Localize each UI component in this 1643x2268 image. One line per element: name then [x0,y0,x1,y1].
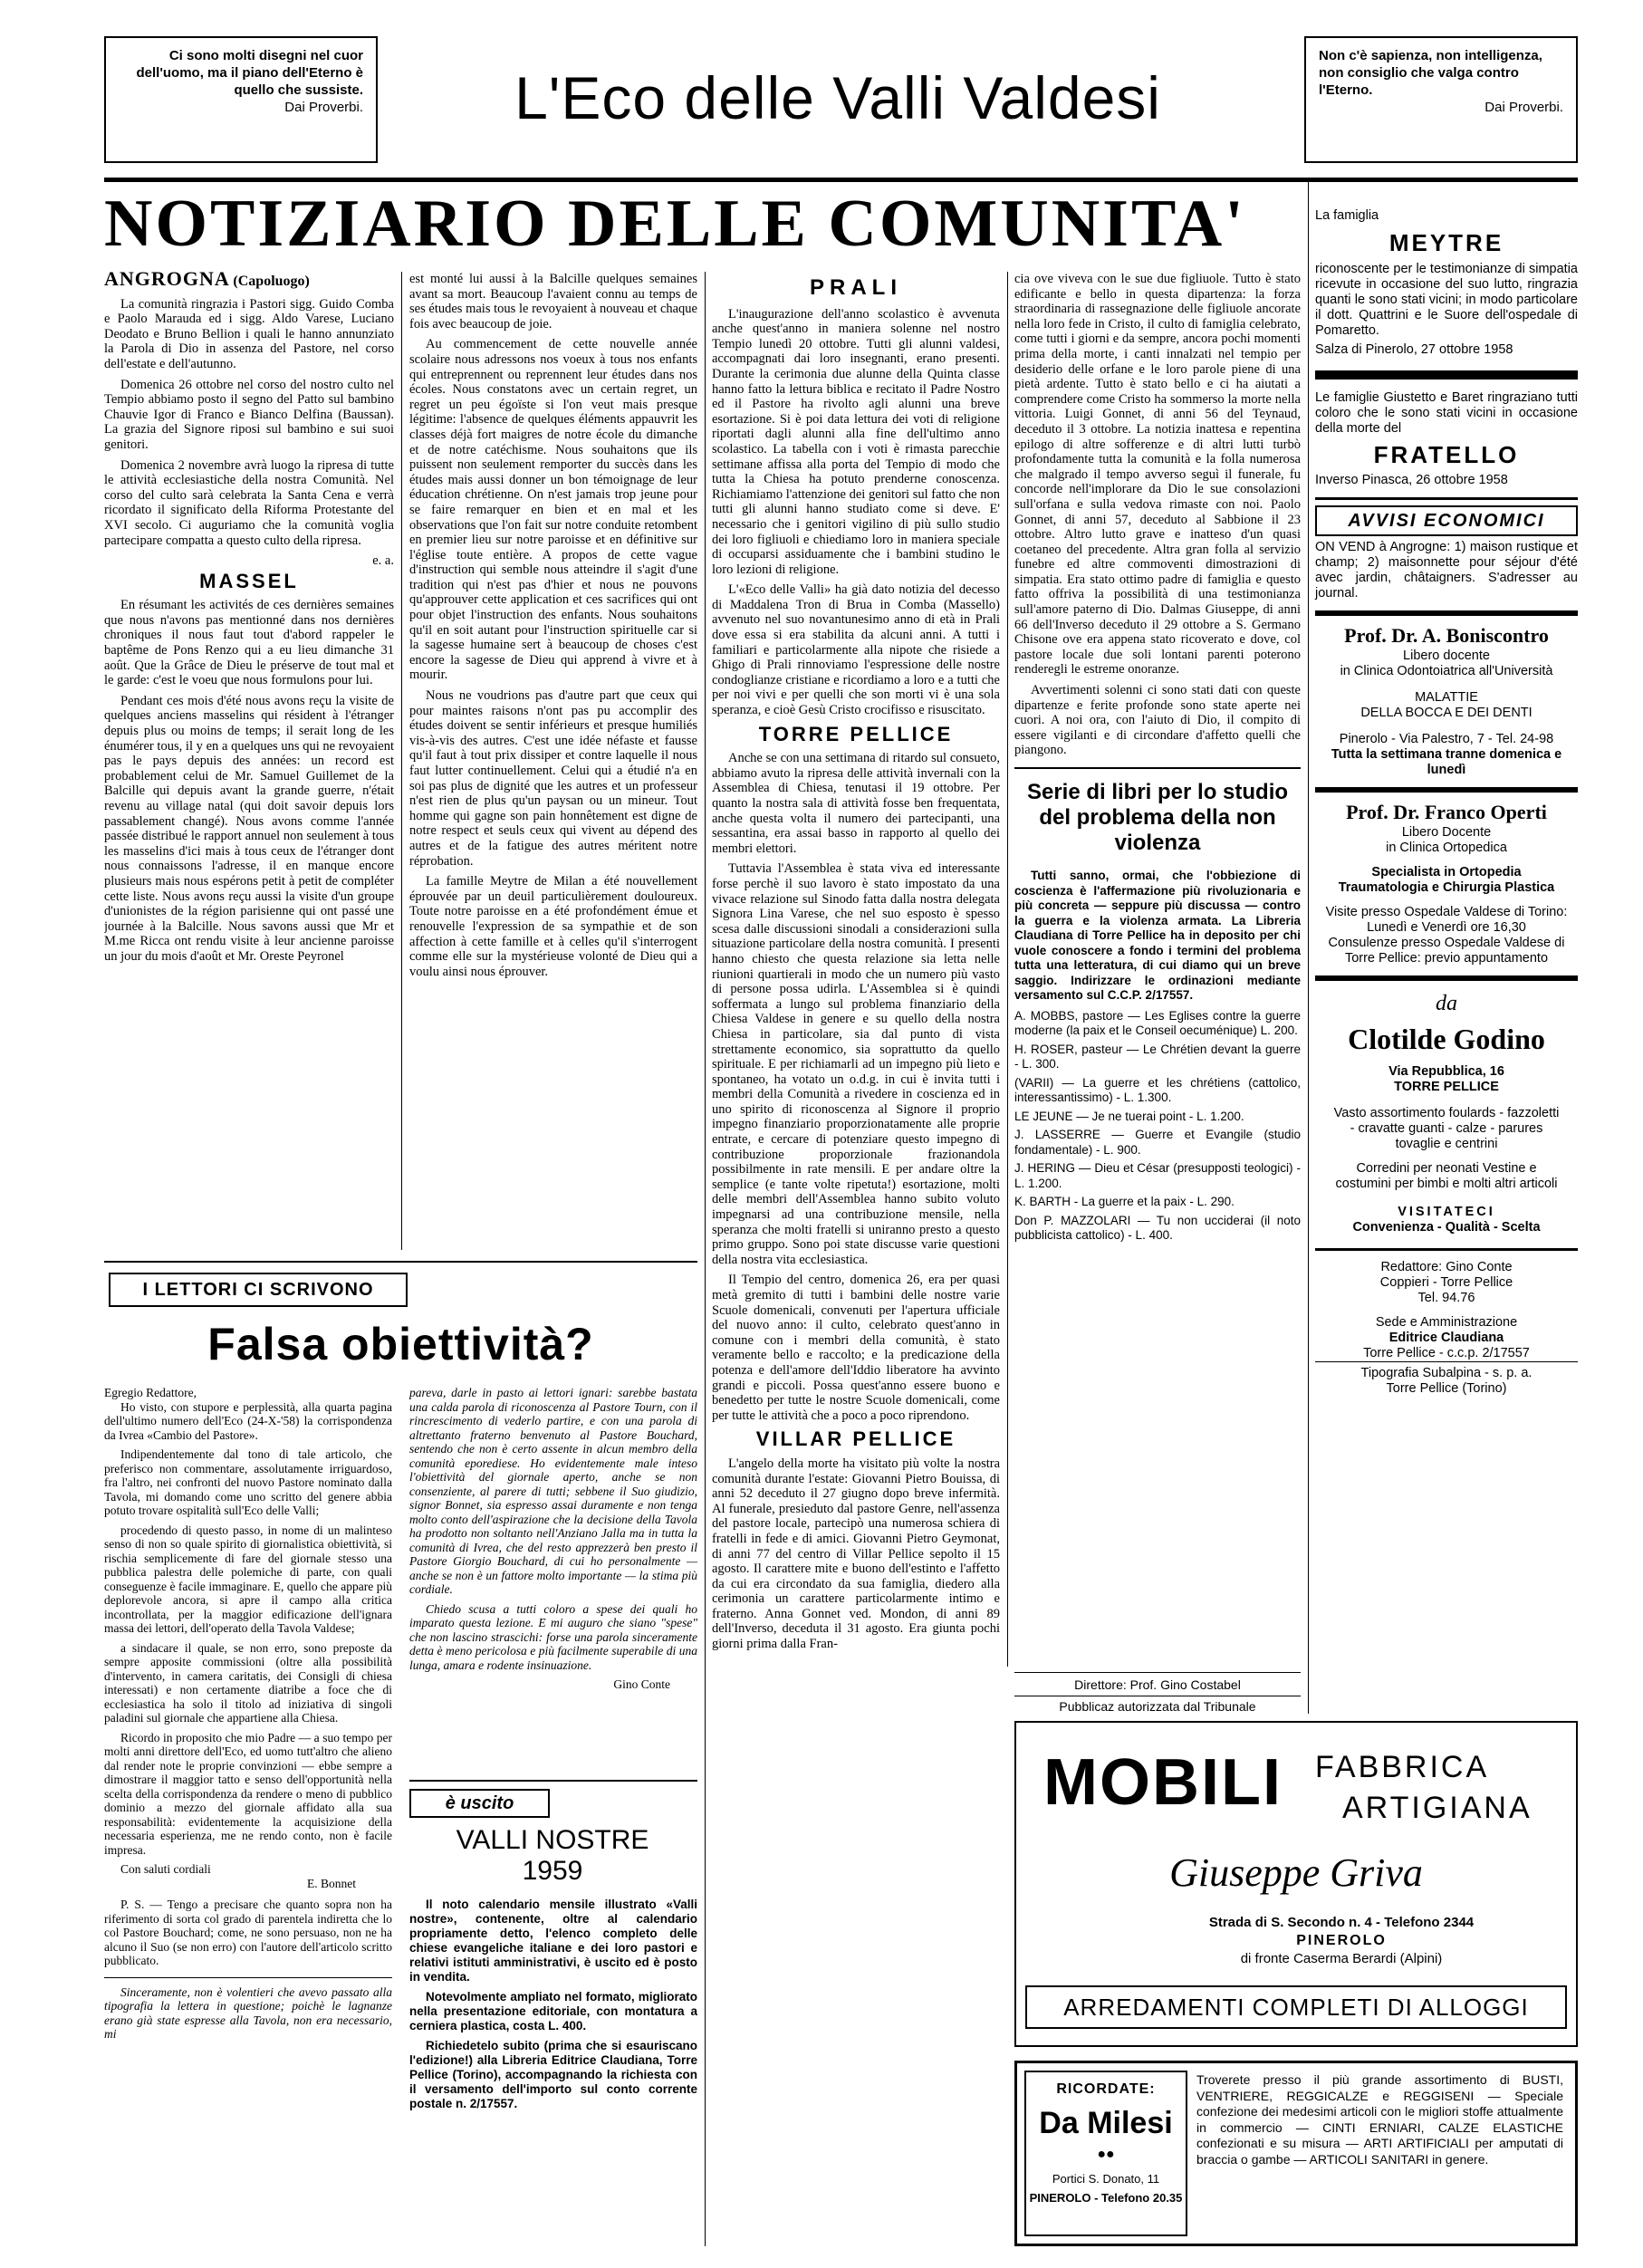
lettori-reply-signature: Gino Conte [613,1677,670,1691]
torre-pellice-paragraph: Anche se con una settimana di ritardo sul consueto, abbiamo avuto la ripresa delle attività invernali con la Assemblea di Chiesa, tenutasi il 19 ottobre. Per quanto la nostra sala di attività fosse ben frequentata, anche questa volta il numero dei partecipanti, una sessantina, era assai basso in rapporto al quello dei membri elettori. [712,751,1000,856]
mobili-address: Strada di S. Secondo n. 4 - Telefono 2344 [1208,1915,1475,1930]
operti-line: Traumatologia e Chirurgia Plastica [1338,880,1555,895]
uscito-title: VALLI NOSTRE 1959 [456,1825,649,1886]
operti-line: Libero Docente [1401,825,1492,840]
main-title: NOTIZIARIO DELLE COMUNITA' [104,187,1246,261]
divider [1014,767,1301,769]
angrogna-heading: ANGROGNA [104,272,230,290]
operti-line: Consulenze presso Ospedale Valdese di Torre Pellice: previo appuntamento [1328,936,1565,966]
operti-line: Specialista in Ortopedia [1371,865,1522,879]
massel-heading: MASSEL [199,569,299,592]
right-quote-source: Dai Proverbi. [1484,100,1563,115]
redattore-line: Torre Pellice (Torino) [1386,1381,1507,1396]
villar-pellice-heading: VILLAR PELLICE [755,1427,956,1451]
mobili-brand: MOBILI [1043,1746,1283,1819]
lettori-paragraph: Indipendentemente dal tono di tale articolo, che preferisco non commentare, assolutamente irriguardoso, fra l'altro, nei confronti del nuovo Pastore nominato dalla Tavola, mi domando come uno scritto del genere abbia potuto trovare ospitalità sull'Eco delle Valli; [104,1447,392,1517]
angrogna-paragraph: Domenica 2 novembre avrà luogo la ripresa di tutte le attività ecclesiastiche della nostra Comunità. Nel corso del culto sarà celebrata la Santa Cena e verrà ricordato il significato della Riforma Protestante del XVI secolo. Ci auguriamo che la comunità voglia partecipare compatta a questo culto della ripresa. [104,457,394,548]
column-divider [401,272,402,1250]
angrogna-signature: e. a. [372,553,394,569]
godino-text: Vasto assortimento foulards - fazzoletti - cravatte guanti - calze - parures tovaglie e centrini [1333,1106,1560,1151]
autorizzata-line: Pubblicaz autorizzata dal Tribunale [1059,1699,1256,1714]
mobili-slogan: ARREDAMENTI COMPLETI DI ALLOGGI [1025,1985,1567,2029]
lettori-salutation: Egregio Redattore, [104,1386,197,1399]
villar-pellice-paragraph: L'angelo della morte ha visitato più volte la nostra comunità durante l'estate: Giovanni Pietro Bouissa, di anni 52 deceduto il 27 giugno dopo breve infermità. Al funerale, presieduto dal pastore Genre, nell'assenza del pastore locale, partecipò una numerosa schiera di fratelli in fede e di amici. Giovanni Pietro Geymonat, di anni 77 del centro di Villar Pellice sepolto il 15 agosto. Il carattere mite e buono dell'estinto e l'affetto da cui era circondato da sua famiglia, diedero alla cerimonia un carattere particolarmente intimo e fraterno. Anna Gonnet ved. Mondon, di anni 89 dell'Inverso, deceduta il 31 agosto. Era giunta pochi giorni prima dalla Fran- [712,1456,1000,1652]
column-divider [1007,272,1008,1667]
divider [104,1977,392,1978]
lettori-paragraph: Ho visto, con stupore e perplessità, alla quarta pagina dell'ultimo numero dell'Eco (24-X-'58) la corrispondenza da Ivrea «Cambio del Pastore». [104,1399,392,1442]
divider [1315,1248,1578,1251]
libri-item: H. ROSER, pasteur — Le Chrétien devant la guerre - L. 300. [1014,1042,1301,1071]
angrogna-paragraph: Domenica 26 ottobre nel corso del nostro culto nel Tempio abbiamo posto il segno del Patto sul bambino Chauvie Igor di Franco e Bianco Delfina (Baussan). La grazia del Signore riposi sul bambino e sui suoi genitori. [104,377,394,452]
uscito-tag: è uscito [409,1789,550,1818]
lettori-reply: pareva, darle in pasto ai lettori ignari: sarebbe bastata una calda parola di riconoscenza al Pastore Tourn, con il rincrescimento di vederlo partire, e con una parola di altrettanto fraterno benvenuto al Pastore Bouchard, sentendo che non è certo assente in alcun membro della comunità eporediese. Ho evidentemente male inteso l'obiettività del giornale aperto, anche se non consenziente, al parere di tutti; sebbene il Suo giudizio, signor Bonnet, sia espresso assai duramente e non tenga molto conto dell'aspirazione che la decisione della Tavola ha prodotto non soltanto nell'Anziano Jalla ma in tutta la comunità di Ivrea, che del resto apprezzerà ben presto il Pastore Giorgio Bouchard, di cui ho personalmente — anche se non è un fattore molto importante — la stima più cordiale. [409,1386,697,1596]
lettori-paragraph: procedendo di questo passo, in nome di un malinteso senso di non so quale spirito di giornalistica obiettività, si rischia semplicemente di fare del giornale stesso una pubblica palestra delle polemiche di parte, con quali conseguenze è facile immaginare. E, quello che appare più deplorevole ancora, si apre il campo alla critica incontrollata, per la maggior edificazione dell'ignara massa dei lettori, dell'operato della Tavola Valdese; [104,1523,392,1635]
milesi-address: Portici S. Donato, 11 [1052,2172,1160,2186]
lettori-paragraph: Ricordo in proposito che mio Padre — a suo tempo per molti anni direttore dell'Eco, ed uomo tutt'altro che alieno dal render note le proprie convinzioni — ebbe sempre a dimostrare il maggior tatto e senso dell'opportunità nella scelta della corrispondenza da rendere o meno di pubblico dominio a mezzo del giornale affidato alla sua responsabilità: evidentemente la acquisizione della necessaria esperienza, me ne rendo conto, non è facile impresa. [104,1730,392,1857]
libri-item: (VARII) — La guerre et les chrétiens (cattolico, interessantissimo) - L. 1.300. [1014,1075,1301,1104]
mobili-city: PINEROLO [1296,1933,1387,1948]
uscito-paragraph: Il noto calendario mensile illustrato «Valli nostre», contenente, oltre al calendario propriamente detto, l'elenco completo delle chiese evangeliche italiane e dei loro pastori e relativi istituti amministrativi, è uscito ed è posto in vendita. [409,1898,697,1984]
section-rule [104,1261,697,1263]
section-rule [409,1780,697,1782]
libri-list [1014,1009,1301,1244]
uscito-paragraph: Notevolmente ampliato nel formato, migliorato nella presentazione editoriale, con montatura a cerniera plastica, costa L. 400. [409,1990,697,2033]
massel-paragraph: Nous ne voudrions pas d'autre part que ceux qui pour maintes raisons n'ont pas pu accomplir des études doivent se sentir inférieurs et presque humiliés vis-à-vis des autres. C'est une idée néfaste et fausse qu'il faut à tout prix dissiper et contre laquelle il nous faut lutter continuellement. Celui qui a étudié n'a en soi pas plus de dignité que les autres et un professeur n'est rien de plus qu'un paysan ou un mineur. Tout homme qui gagne son pain honnêtement est digne de notre respect et seuls ceux qui vivent au dépend des autres et de la fatigue des autres méritent notre réprobation. [409,688,697,869]
fratello-place: Inverso Pinasca, 26 ottobre 1958 [1315,473,1508,487]
libri-intro: Tutti sanno, ormai, che l'obbiezione di coscienza è l'affermazione più rivoluzionaria e più concreta — seppure più discussa — contro la guerra e la violenza armata. La Libreria Claudiana di Torre Pellice ha in deposito per chi vuole conoscere a fondo i termini del problema tutta una letteratura, di cui diamo qui un breve saggio. Indirizzare le ordinazioni mediante versamento sul C.C.P. 2/17557. [1014,869,1301,1002]
divider [1315,610,1578,616]
godino-da: da [1436,992,1457,1015]
godino-conv: Convenienza - Qualità - Scelta [1352,1220,1541,1235]
boniscontro-line: Libero docente [1403,649,1490,663]
right-column [1315,208,1578,1712]
direttore-line: Direttore: Prof. Gino Costabel [1074,1677,1241,1692]
boniscontro-line: MALATTIE [1415,690,1478,705]
mobili-near: di fronte Caserma Berardi (Alpini) [1240,1951,1443,1966]
redattore-line: Coppieri - Torre Pellice [1379,1275,1513,1290]
meytre-intro: La famiglia [1315,208,1379,223]
masthead-rule [104,178,1578,182]
milesi-name: Da Milesi [1039,2106,1173,2140]
lettori-title: Falsa obiettività? [207,1319,594,1369]
milesi-left [1024,2071,1187,2236]
massel-paragraph: En résumant les activités de ces dernières semaines que nous n'avons pas mentionné dans nos dernières chroniques il nous faut tout d'abord rappeler le baptême de Pons Renzo qui a eu lieu dimanche 31 août. Que la Grâce de Dieu le préserve de tout mal et le garde: c'est le voeu que nous formulons pour lui. [104,598,394,688]
divider [1315,975,1578,981]
operti-name: Prof. Dr. Franco Operti [1346,801,1547,823]
boniscontro-line: Tutta la settimana tranne domenica e lunedì [1331,747,1562,777]
left-quote-box [104,36,378,163]
libri-item: A. MOBBS, pastore — Les Eglises contre la guerre moderne (la paix et le Conseil oecuménique) L. 200. [1014,1008,1301,1037]
villar-pellice-paragraph: cia ove viveva con le sue due figliuole. Tutto è stato edificante e bello in questa dipartenza: la forza straordinaria di rassegnazione delle figliuole ancorate nella loro fede in Cristo, il culto di famiglia celebrato, come tutti i giorni e da sempre, ancora pochi momenti prima della morte, i canti innalzati nel tempio per desiderio delle orfane e le loro parole piene di una pietà ardente. Tutto è stato bello e ci ha aiutati a comprendere come Cristo ha sommerso la morte nella vittoria. Luigi Gonnet, di anni 56 del Teynaud, deceduto il 3 ottobre. La notizia inattesa e repentina epilogo di altre sofferenze e di altri lutti turbò profondamente tutta la comunità e la folla numerosa che malgrado il tempo avverso seguì il funerale, fu concorde nell'implorare da Dio le sue consolazioni sull'orfana e sulla vedova rimaste con noi. Paolo Gonnet, di anni 57, deceduto al Sabbione il 23 ottobre. Altro lutto grave e inatteso d'un quasi coetaneo del precedente. Altra gran folla al servizio funebre ed altre commoventi dimostrazioni di simpatia. Era stato ottimo padre di famiglia e questo fatto offriva la possibilità di una testimonianza sull'amore paterno di Dio. Dalmas Giuseppe, di anni 66 dell'Inverso deceduto il 29 ottobre a S. Germano Chisone ove era appena stato ricoverato e dove, col pastore locale due soli lontani parenti poterono renderegli le estreme onoranze. [1014,272,1301,678]
lettori-postscript: P. S. — Tengo a precisare che quanto sopra non ha riferimento di sorta col grado di parentela indiretta che lo col Pastore Bouchard; come, ne sono persuaso, non ne ha alcuno il Suo (se non erro) con l'autore dell'articolo scritto pubblicato. [104,1898,392,1967]
meytre-name: MEYTRE [1388,229,1504,256]
redattore-line: Tipografia Subalpina - s. p. a. [1360,1366,1533,1380]
milesi-ricordate: RICORDATE: [1056,2081,1156,2097]
meytre-place: Salza di Pinerolo, 27 ottobre 1958 [1315,342,1513,357]
lettori-column-2 [409,1386,697,1775]
prali-heading: PRALI [810,275,902,300]
redattore-line: Torre Pellice - c.c.p. 2/17557 [1315,1346,1578,1362]
column-4 [1014,272,1301,1404]
milesi-dots: ●● [1097,2147,1115,2162]
lettori-column-1 [104,1386,392,2246]
lettori-paragraph: a sindacare il quale, se non erro, sono preposte da sempre apposite commissioni (oltre alla possibilità d'intervento, in camera caritatis, dei Consigli di chiesa interessati) e non certamente diatribe a foce che di ecclesiastica ha solo il titolo ad iniziativa di singoli paladini sul giornale che appartiene alla Chiesa. [104,1640,392,1725]
libri-item: K. BARTH - La guerre et la paix - L. 290. [1014,1195,1235,1208]
redattore-line: Sede e Amministrazione [1375,1315,1518,1330]
libri-footer-rule [1014,1672,1301,1673]
column-divider [705,272,706,2246]
libri-item: LE JEUNE — Je ne tuerai point - L. 1.200. [1014,1109,1244,1123]
operti-line: in Clinica Ortopedica [1386,841,1507,855]
libri-item: J. LASSERRE — Guerre et Evangile (studio fondamentale) - L. 900. [1014,1128,1301,1157]
mobili-ad [1014,1721,1578,2047]
avvisi-text: ON VEND à Angrogne: 1) maison rustique et champ; 2) maisonnette pour séjour d'été avec jardin, châtaigners. S'adresser au journal. [1315,540,1578,601]
uscito-paragraph: Richiedetelo subito (prima che si esauriscano l'edizione!) alla Libreria Editrice Claudiana, Torre Pellice (Torino), accompagnando la richiesta con il versamento dell'importo sul conto corrente postale n. 2/17557. [409,2039,697,2110]
boniscontro-name: Prof. Dr. A. Boniscontro [1344,624,1549,647]
libri-item: Don P. MAZZOLARI — Tu non ucciderai (il noto pubblicista cattolico) - L. 400. [1014,1213,1301,1242]
godino-name: Clotilde Godino [1348,1023,1545,1055]
column-1 [104,272,394,1250]
libri-title: Serie di libri per lo studio del problema della non violenza [1026,780,1289,855]
fratello-name: FRATELLO [1373,441,1520,468]
lettori-tag: I LETTORI CI SCRIVONO [109,1273,408,1307]
redattore-line: Editrice Claudiana [1388,1331,1504,1345]
massel-paragraph: Au commencement de cette nouvelle année scolaire nous adressons nos voeux à tous nos enfants qui entreprennent ou reprennent leur études dans nos écoles. Nous constatons avec un certain regret, un regret un peu égoïste si l'on veut mais presque légitime: l'absence de quelques éléments appauvrit les classes déjà fort maigres de notre école du dimanche et de notre catéchisme. Nous souhaitons que ils puissent non seulement remporter du succès dans les études mais aussi donner un bon témoignage de leur éducation chrétienne. On n'est jamais trop jeune pour se faire remarquer en bien et en mal et les observations que l'on fait sur notre conduite retombent en premier lieu sur notre paroisse et en définitive sur l'église toute entière. A propos de cette vague d'instruction qui semble nous atteindre il s'agit d'une tradition qui n'est pas d'hier et nous ne pouvons qu'approuver cette application et ces sacrifices qui ont pour objet l'instruction des enfants. Nous souhaitons qu'il en soit autant pour l'instruction spirituelle car si la sagesse humaine sert à beaucoup de choses c'est encore la sagesse de Dieu qui apprend à vivre et à mourir. [409,337,697,683]
libri-item: J. HERING — Dieu et César (presupposti teologici) - L. 1.200. [1014,1161,1301,1190]
prali-paragraph: L'«Eco delle Valli» ha già dato notizia del decesso di Maddalena Tron di Brua in Comba (Massello) avvenuto nel suo novantunesimo anno di età in Prali dove essa si era stabilita da alcuni anni. A tutti i familiari e particolarmente alla nipote che risiede a Ghigo di Prali rinnoviamo l'espressione delle nostre condoglianze cristiane e ricordiamo a loro e a tutti che per noi vivi e per quelli che son morti vi è una sola speranza, e cioè Gesù Cristo crocifisso e risuscitato. [712,582,1000,718]
fratello-text: Le famiglie Giustetto e Baret ringraziano tutti coloro che le sono stati vicini in occasione della morte del [1315,390,1578,436]
column-3 [712,272,1000,1653]
massel-paragraph: Pendant ces mois d'été nous avons reçu la visite de quelques anciens masselins qui résident à l'étranger depuis plus ou moins de temps; il serait long de les énumérer tous, il y en a quelques uns qui ne revoyaient pas le pays depuis des années: un record est probablement celui de Mr. Samuel Guillemet de la Balcille qui depuis avant la grande guerre, n'était revenu au village natal (qui doit savoir depuis lors passablement changé). Nous avons comme l'année passée distribué le rapport annuel non seulement à tous les masselins d'ici mais à tous ceux de l'étranger dont nous connaissons l'adresse, il en manque encore plusieurs mais nous espérons petit à petit de compléter cette liste. Nous avons reçu aussi la visite d'un groupe d'unionistes de la région parisienne qui ont passé une journée à la Balcille. Nous savons aussi que Mr et M.me Ricca ont rendu visite à leur ancienne paroisse un jour du mois d'août et Mr. Oreste Peyronel [104,693,394,964]
right-quote-box [1304,36,1578,163]
angrogna-paragraph: La comunità ringrazia i Pastori sigg. Guido Comba e Paolo Marauda ed i sigg. Aldo Varese, Luciano Deodato e Bruno Bellion i quali le hanno annunziato la Parola di Dio in assenza del Pastore, nel corso dell'estate e dell'autunno. [104,296,394,371]
milesi-text: Troverete presso il più grande assortimento di BUSTI, VENTRIERE, REGGICALZE e REGGISENI — Speciale confezione dei medesimi articoli con le migliori stoffe attualmente in commercio — CINTI ERNIARI, CALZE ELASTICHE confezionati e su misura — ARTI ARTIFICIALI per amputati di braccia o gambe — ARTICOLI SANITARI in genere. [1196,2072,1563,2167]
operti-line: Visite presso Ospedale Valdese di Torino: Lunedì e Venerdì ore 16,30 [1325,905,1568,935]
boniscontro-line: DELLA BOCCA E DEI DENTI [1360,706,1533,720]
lettori-reply: Sinceramente, non è volentieri che avevo passato alla tipografia la lettera in questione; poichè le lagnanze erano già state espresse alla Tavola, non era necessario, mi [104,1985,392,2041]
avvisi-heading: AVVISI ECONOMICI [1315,505,1578,536]
lettori-closing: Con saluti cordiali [120,1862,211,1876]
angrogna-subheading: (Capoluogo) [233,274,310,289]
godino-text: Corredini per neonati Vestine e costumini per bimbi e molti altri articoli [1335,1161,1558,1191]
torre-pellice-heading: TORRE PELLICE [758,722,954,745]
mobili-artigiana: ARTIGIANA [1342,1791,1533,1825]
divider [1315,787,1578,793]
torre-pellice-paragraph: Il Tempio del centro, domenica 26, era per quasi metà gremito di tutti i bambini delle nostre varie Scuole domenicali, convenuti per l'apertura ufficiale del nuovo anno: il culto, celebrato quest'anno in comune con i membri della comunità, è stato veramente bello e raccolto; e la predicazione della potenza e dell'amore dell'Iddio liberatore ha avvinto grandi e piccoli. Possa quest'anno essere buono e benedetto per tutte le nostre Scuole domenicali, come per tutte le attività che a poco a poco riprendono. [712,1273,1000,1423]
redattore-line: Tel. 94.76 [1417,1291,1475,1305]
massel-paragraph: est monté lui aussi à la Balcille quelques semaines avant sa mort. Beaucoup l'avaient connu au temps de ses études mais tous le revoyaient à nouveau et chaque fois avec beaucoup de joie. [409,272,697,332]
prali-paragraph: L'inaugurazione dell'anno scolastico è avvenuta anche quest'anno in maniera solenne nel nostro Tempio lunedì 20 ottobre. Tutti gli alunni valdesi, accompagnati dai loro insegnanti, erano presenti. Durante la cerimonia due alunne della Quinta classe hanno fatto la lettura biblica e recitato il Padre Nostro ed il Pastore ha rivolto agli alunni una breve esortazione. Si è poi data lettura dei voti di religione riportati dagli alunni alla fine dell'ultimo anno scolastico. La tabella con i voti è rimasta parecchie settimane affissa alla porta del Tempio di modo che tutta la Chiesa ha potuto prenderne conoscenza. Richiamiamo l'attenzione dei genitori sul fatto che non tutti gli alunni hanno studiato come si deve. E' necessario che i genitori vigilino di più sullo studio dei loro figliuoli e chiediamo loro in maniera speciale di occuparsi assiduamente che i bambini studino le loro lezioni di religione. [712,306,1000,577]
left-quote-source: Dai Proverbi. [284,100,363,115]
column-2 [409,272,697,1250]
milesi-city: PINEROLO - Telefono 20.35 [1029,2191,1183,2205]
lettori-signature: E. Bonnet [307,1876,356,1890]
meytre-text: riconoscente per le testimonianze di simpatia ricevute in occasione del suo lutto, ringrazia quanti le sono stati vicini; in modo particolare il dott. Quattrini e le Suore dell'ospedale di Pomaretto. [1315,262,1578,338]
right-quote: Non c'è sapienza, non intelligenza, non consiglio che valga contro l'Eterno. [1319,48,1542,98]
uscito-body [409,1898,697,2246]
boniscontro-line: Pinerolo - Via Palestro, 7 - Tel. 24-98 [1339,732,1554,746]
godino-address: TORRE PELLICE [1394,1080,1499,1094]
masthead-title: L'Eco delle Valli Valdesi [514,64,1161,131]
godino-visit: VISITATECI [1398,1205,1495,1219]
divider [1315,370,1578,380]
torre-pellice-paragraph: Tuttavia l'Assemblea è stata viva ed interessante forse perchè il suo lavoro è stato impostato da una vivace relazione sul Sinodo fatta dalla nostra delegata Signora Lina Varese, che nel suo esposto è spesso scesa dalle discussioni sinodali a considerazioni sulla situazione particolare della nostra comunità. I presenti hanno chiesto che questa relazione sia letta nelle riunioni quartierali in modo che un numero più vasto di persone possa udirla. L'Assemblea si è quindi soffermata a lungo sul problema finanziario della Chiesa Valdese in genere e su quello della nostra Chiesa in particolare, sia dal punto di vista strettamente economico, sia soprattutto da quello spirituale. E per richiamarli ad un impegno più lieto e spontaneo, ha votato un o.d.g. in cui è invita tutti i membri della Comunità a rivedere in coscienza ed in uno spirito di riconoscenza al Signore il proprio impegno finanziario proporzionatamente alle proprie entrate, e cercare di potenziare questo impegno di contribuzione proporzionale frazionandola possibilmente in rate mensili. E per andare oltre la semplice (e tante volte ripetuta!) esortazione, molti delle membri dell'Assemblea hanno subito voluto impegnarsi ad una contribuzione mensile, nella speranza che molti fratelli si uniranno presto a questo primo gruppo. Sono poi state discusse varie questioni della nostra vita ecclesiastica. [712,861,1000,1267]
left-quote: Ci sono molti disegni nel cuor dell'uomo, ma il piano dell'Eterno è quello che sussiste. [136,48,363,98]
redattore-line: Redattore: Gino Conte [1380,1260,1513,1274]
column-divider [1308,178,1309,1714]
godino-address: Via Repubblica, 16 [1388,1064,1504,1079]
massel-paragraph: La famille Meytre de Milan a été nouvellement éprouvée par un deuil particulièrement douloureux. Toute notre paroisse en a été profondément émue et renouvelle l'expression de sa sympathie et de son affection à cette famille et à celles qu'il s'interrogent comme elle sur la mystérieuse volonté de Dieu qui a voulu ainsi nous éprouver. [409,874,697,979]
mobili-owner: Giuseppe Griva [1169,1850,1423,1895]
boniscontro-line: in Clinica Odontoiatrica all'Università [1340,664,1553,678]
milesi-ad [1014,2061,1578,2246]
mobili-fabbrica: FABBRICA [1315,1750,1490,1784]
lettori-reply: Chiedo scusa a tutti coloro a spese dei quali ho imparato questa lezione. E mi auguro che siano "spese" che non lascino strascichi: forse una parola sinceramente detta è meno pericolosa e più facilmente superabile di una lunga, amara e rodente insinuazione. [409,1601,697,1672]
villar-pellice-paragraph: Avvertimenti solenni ci sono stati dati con queste dipartenze e ferite profonde sono state aperte nei cuori. A noi ora, con l'aiuto di Dio, il compito di essere vigilanti e di circondare d'affetto quelli che piangono. [1014,683,1301,758]
divider [1315,497,1578,500]
